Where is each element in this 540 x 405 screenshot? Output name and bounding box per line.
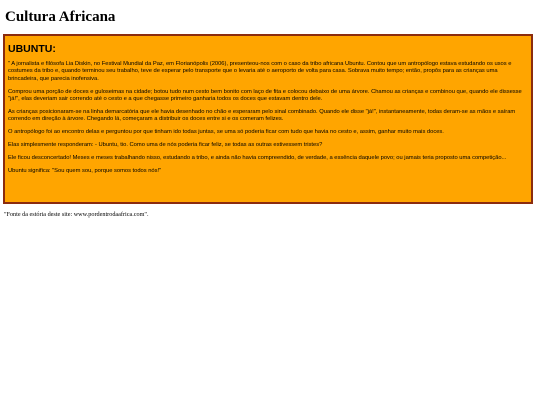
story-paragraph-1: " A jornalista e filósofa Lia Diskin, no Festival Mundial da Paz, em Florianópolis (2006), presenteou-nos com o caso da tribo africana Ubuntu. Contou que um antropólogo estava estudando os usos e costumes da tribo e, quando terminou seu trabalho, teve de esperar pelo transporte que o levaria até o aeroporto de volta para casa. Sobrava muito tempo; então, propôs para as crianças uma brincadeira, que parecia inofensiva. [8, 61, 512, 82]
source-note: "Fonte da estória deste site: www.pordentrodaafrica.com". [4, 211, 149, 218]
story-paragraph-5: Elas simplesmente responderam: - Ubuntu, tio. Como uma de nós poderia ficar feliz, se todas as outras estivessem tristes? [8, 142, 323, 149]
story-paragraph-3: As crianças posicionaram-se na linha demarcatória que ele havia desenhado no chão e esperaram pelo sinal combinado. Quando ele disse "já!", instantaneamente, todas deram-se as mãos e saíram correndo em direção à árvore. Chegando lá, começaram a distribuir os doces entre si e os comeram felizes. [8, 109, 516, 123]
story-paragraph-6: Ele ficou desconcertado! Meses e meses trabalhando nisso, estudando a tribo, e ainda não havia compreendido, de verdade, a essência daquele povo; ou jamais teria proposto uma competição... [8, 155, 507, 162]
page-title: Cultura Africana [5, 9, 116, 25]
story-paragraph-4: O antropólogo foi ao encontro delas e perguntou por que tinham ido todas juntas, se uma só poderia ficar com tudo que havia no cesto e, assim, ganhar muito mais doces. [8, 129, 444, 136]
story-heading: UBUNTU: [8, 43, 56, 55]
story-box [3, 34, 533, 204]
story-paragraph-7: Ubuntu significa: "Sou quem sou, porque somos todos nós!" [8, 168, 162, 175]
story-paragraph-2: Comprou uma porção de doces e guloseimas na cidade; botou tudo num cesto bem bonito com laço de fita e colocou debaixo de uma árvore. Chamou as crianças e combinou que, quando ele dissesse "já!", elas deveriam sair correndo até o cesto e a que chegasse primeiro ganharia todos os doces que estavam dentro dele. [8, 88, 522, 103]
